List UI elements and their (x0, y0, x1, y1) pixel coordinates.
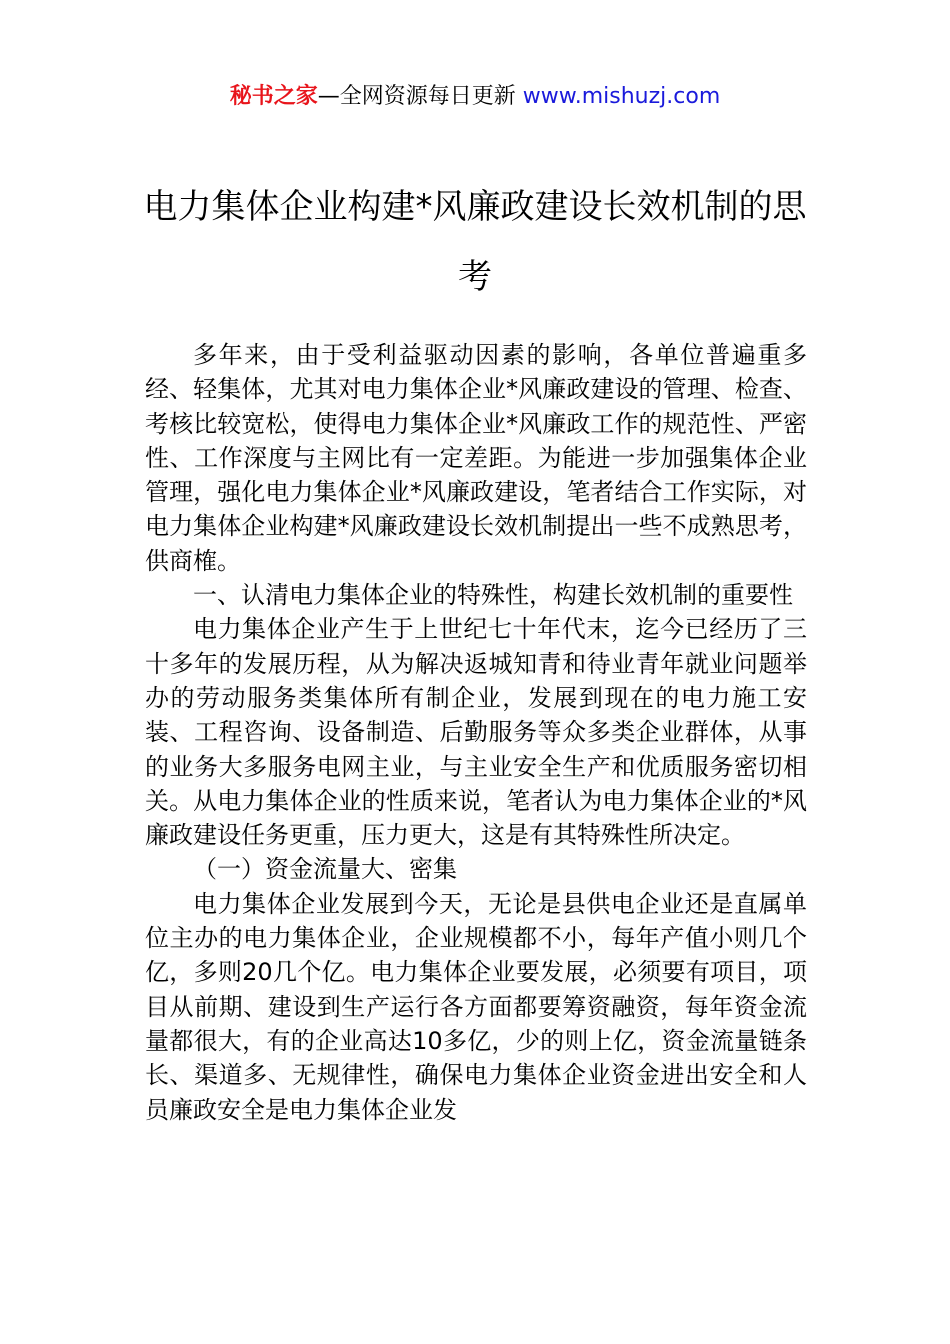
paragraph-intro: 多年来，由于受利益驱动因素的影响，各单位普遍重多经、轻集体，尤其对电力集体企业*风廉政建设的管理、检查、考核比较宽松，使得电力集体企业*风廉政工作的规范性、严密性、工作深度与主网比有一定差距。为能进一步加强集体企业管理，强化电力集体企业*风廉政建设，笔者结合工作实际，对电力集体企业构建*风廉政建设长效机制提出一些不成熟思考，供商榷。 (145, 341, 807, 575)
subsection-heading-1: （一）资金流量大、密集 (193, 855, 457, 884)
site-header (0, 80, 950, 114)
document-title: 电力集体企业构建*风廉政建设长效机制的思考 (143, 187, 807, 297)
section-heading-1: 一、认清电力集体企业的特殊性，构建长效机制的重要性 (193, 581, 793, 610)
paragraph-history: 电力集体企业产生于上世纪七十年代末，迄今已经历了三十多年的发展历程，从为解决返城知青和待业青年就业问题举办的劳动服务类集体所有制企业，发展到现在的电力施工安装、工程咨询、设备制造、后勤服务等众多类企业群体，从事的业务大多服务电网主业，与主业安全生产和优质服务密切相关。从电力集体企业的性质来说，笔者认为电力集体企业的*风廉政建设任务更重，压力更大，这是有其特殊性所决定。 (145, 615, 807, 850)
document-body (145, 338, 807, 1127)
paragraph-capital-flow: 电力集体企业发展到今天，无论是县供电企业还是直属单位主办的电力集体企业，企业规模都不小，每年产值小则几个亿，多则20几个亿。电力集体企业要发展，必须要有项目，项目从前期、建设到生产运行各方面都要筹资融资，每年资金流量都很大，有的企业高达10多亿，少的则上亿，资金流量链条长、渠道多、无规律性，确保电力集体企业资金进出安全和人员廉政安全是电力集体企业发 (145, 889, 807, 1124)
site-tagline: —全网资源每日更新 (317, 84, 523, 109)
site-brand: 秘书之家 (229, 84, 318, 109)
site-url[interactable]: www.mishuzj.com (522, 84, 721, 109)
